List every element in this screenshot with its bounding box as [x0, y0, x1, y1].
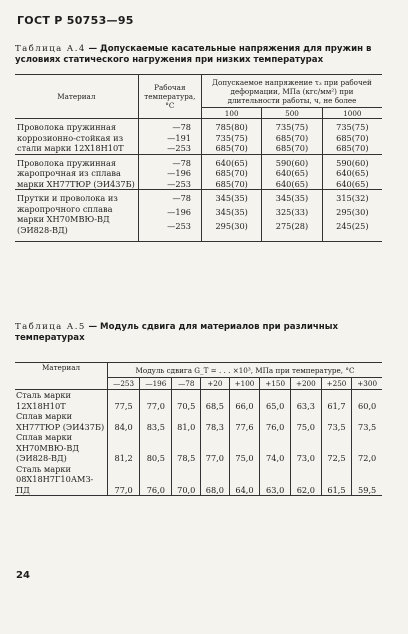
material-cell: Сплав марки ХН77ТЮР (ЭИ437Б): [16, 411, 105, 432]
table-row: [15, 390, 382, 412]
temperature-header: +100: [229, 378, 260, 390]
stress-cell: 275(28): [262, 221, 322, 235]
table-a5-caption: [15, 322, 387, 344]
modulus-cell: 74,0: [260, 432, 291, 464]
modulus-cell: 73,5: [321, 411, 352, 432]
table-a5-title: — Модуль сдвига для материалов при различных температурах: [15, 322, 339, 343]
material-cell: Проволока пружинная коррозионно-стойкая из стали марки 12Х18Н10Т: [17, 122, 124, 153]
table-row: [15, 432, 382, 464]
modulus-cell: 77,0: [140, 390, 172, 412]
modulus-cell: 62,0: [291, 464, 322, 496]
temperature-header: +200: [291, 378, 322, 390]
table-a5: [15, 362, 382, 496]
stress-cell: 295(30): [202, 221, 262, 235]
temperature-cell: —253: [138, 221, 201, 235]
stress-cell: 735(75): [262, 122, 322, 133]
col-stress-header: Допускаемое напряжение τ₃ при рабочей деформации, МПа (кгс/мм²) при длительности работы, ч, не более: [202, 75, 383, 108]
table-row: [15, 122, 382, 133]
col-material-header: Материал: [15, 75, 138, 119]
modulus-cell: 77,6: [229, 411, 260, 432]
temperature-cell: —253: [138, 179, 201, 190]
modulus-cell: 63,3: [291, 390, 322, 412]
table-a4-label: Таблица А.4: [15, 44, 86, 54]
modulus-cell: 59,5: [352, 464, 382, 496]
modulus-cell: 75,0: [229, 432, 260, 464]
modulus-cell: 77,0: [201, 432, 230, 464]
modulus-cell: 68,0: [201, 464, 230, 496]
modulus-cell: 68,5: [201, 390, 230, 412]
col-temp-header: Рабочая температура, °С: [138, 75, 201, 119]
temperature-cell: —196: [138, 168, 201, 179]
table-a4-title: — Допускаемые касательные напряжения для пружин в условиях статического нагружения при низких температурах: [15, 44, 372, 65]
stress-cell: 735(75): [322, 122, 382, 133]
stress-cell: 640(65): [322, 179, 382, 190]
modulus-cell: 78,5: [172, 432, 201, 464]
modulus-cell: 65,0: [260, 390, 291, 412]
modulus-cell: 64,0: [229, 464, 260, 496]
temperature-header: +20: [201, 378, 230, 390]
page-number: 24: [16, 570, 30, 581]
table-row: [15, 193, 382, 207]
stress-cell: 245(25): [322, 221, 382, 235]
stress-cell: 640(65): [202, 158, 262, 169]
material-cell: Сплав марки ХН70МВЮ-ВД (ЭИ828-ВД): [16, 432, 79, 463]
table-row: [15, 411, 382, 432]
modulus-cell: 73,5: [352, 411, 382, 432]
modulus-cell: 77,5: [108, 390, 140, 412]
stress-cell: 685(70): [322, 143, 382, 154]
modulus-cell: 63,0: [260, 464, 291, 496]
stress-cell: 685(70): [202, 143, 262, 154]
stress-cell: 785(80): [202, 122, 262, 133]
modulus-cell: 60,0: [352, 390, 382, 412]
duration-header: 1000: [322, 108, 382, 119]
material-cell: Сталь марки 12Х18Н10Т: [16, 390, 72, 411]
modulus-cell: 70,0: [172, 464, 201, 496]
temperature-header: —253: [108, 378, 140, 390]
temperature-cell: —78: [138, 158, 201, 169]
modulus-cell: 75,0: [291, 411, 322, 432]
modulus-cell: 76,0: [140, 464, 172, 496]
modulus-cell: 61,7: [321, 390, 352, 412]
modulus-cell: 66,0: [229, 390, 260, 412]
stress-cell: 295(30): [322, 207, 382, 221]
stress-cell: 590(60): [322, 158, 382, 169]
temperature-cell: —78: [138, 193, 201, 207]
modulus-cell: 78,3: [201, 411, 230, 432]
temperature-cell: —78: [138, 122, 201, 133]
document-header: ГОСТ Р 50753—95: [17, 14, 134, 27]
modulus-cell: 70,5: [172, 390, 201, 412]
stress-cell: 640(65): [322, 168, 382, 179]
stress-cell: 345(35): [202, 193, 262, 207]
stress-cell: 345(35): [262, 193, 322, 207]
stress-cell: 685(70): [262, 133, 322, 144]
modulus-cell: 73,0: [291, 432, 322, 464]
col-modulus-header: Модуль сдвига G_T = . . . ×10³, МПа при температуре, °С: [108, 363, 383, 378]
temperature-header: +250: [321, 378, 352, 390]
material-cell: Проволока пружинная жаропрочная из сплава марки ХН77ТЮР (ЭИ437Б): [17, 157, 135, 189]
material-cell: Прутки и проволока из жаропрочного сплава марки ХН70МВЮ-ВД (ЭИ828-ВД): [17, 193, 118, 235]
duration-header: 500: [262, 108, 322, 119]
stress-cell: 315(32): [322, 193, 382, 207]
temperature-header: —196: [140, 378, 172, 390]
table-a4: [15, 74, 382, 242]
stress-cell: 685(70): [202, 168, 262, 179]
temperature-header: —78: [172, 378, 201, 390]
col-material-header: Материал: [15, 363, 108, 390]
modulus-cell: 80,5: [140, 432, 172, 464]
modulus-cell: 81,2: [108, 432, 140, 464]
duration-header: 100: [202, 108, 262, 119]
temperature-cell: —191: [138, 133, 201, 144]
table-a5-label: Таблица А.5: [15, 322, 86, 332]
stress-cell: 590(60): [262, 158, 322, 169]
modulus-cell: 83,5: [140, 411, 172, 432]
stress-cell: 685(70): [202, 179, 262, 190]
material-cell: Сталь марки 08Х18Н7Г10АМЗ-ПД: [15, 464, 108, 496]
modulus-cell: 72,0: [352, 432, 382, 464]
modulus-cell: 84,0: [108, 411, 140, 432]
stress-cell: 735(75): [202, 133, 262, 144]
temperature-header: +150: [260, 378, 291, 390]
modulus-cell: 76,0: [260, 411, 291, 432]
temperature-header: +300: [352, 378, 382, 390]
table-a4-caption: [15, 44, 387, 66]
temperature-cell: —253: [138, 143, 201, 154]
stress-cell: 325(33): [262, 207, 322, 221]
modulus-cell: 72,5: [321, 432, 352, 464]
stress-cell: 640(65): [262, 179, 322, 190]
table-row: [15, 158, 382, 169]
table-row: [15, 464, 382, 496]
stress-cell: 640(65): [262, 168, 322, 179]
modulus-cell: 81,0: [172, 411, 201, 432]
modulus-cell: 61,5: [321, 464, 352, 496]
stress-cell: 685(70): [262, 143, 322, 154]
temperature-cell: —196: [138, 207, 201, 221]
modulus-cell: 77,0: [108, 464, 140, 496]
stress-cell: 345(35): [202, 207, 262, 221]
stress-cell: 685(70): [322, 133, 382, 144]
